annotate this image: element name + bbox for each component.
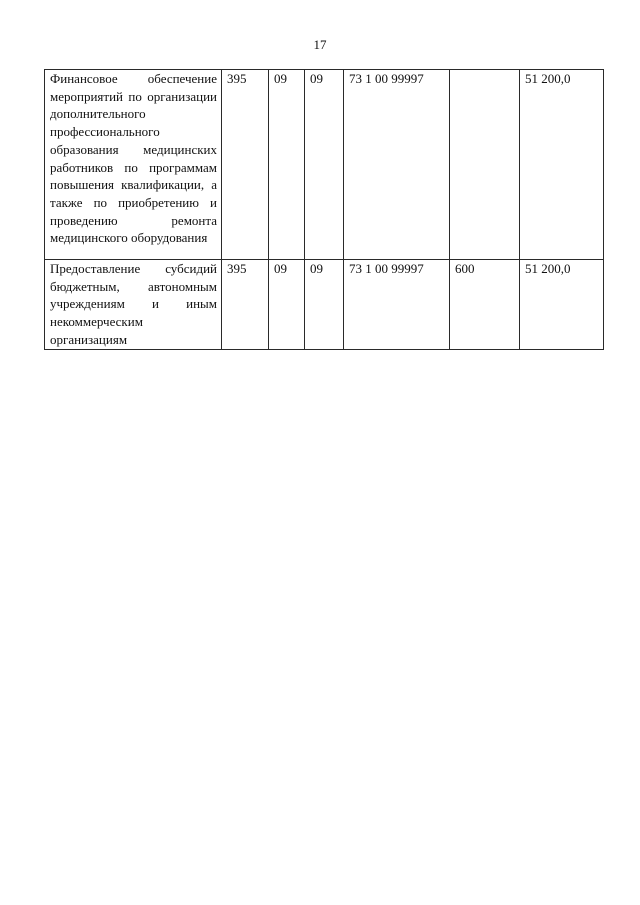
- row-description: Финансовое обеспечение мероприятий по организации дополнительного профессионального образования медицинских работников по программам повышения квалификации, а также по приобретению и проведению ремонта медицинского оборудования: [45, 70, 222, 260]
- subsection-code: 09: [305, 70, 344, 260]
- amount-value: 51 200,0: [520, 260, 604, 350]
- section-code: 09: [269, 260, 305, 350]
- subsection-code: 09: [305, 260, 344, 350]
- expense-type-code: 600: [450, 260, 520, 350]
- amount-value: 51 200,0: [520, 70, 604, 260]
- row-description: Предоставление субсидий бюджетным, автономным учреждениям и иным некоммерческим организациям: [45, 260, 222, 350]
- table-row: [45, 260, 604, 350]
- ministry-code: 395: [222, 260, 269, 350]
- page-number: 17: [313, 37, 327, 52]
- table-row: [45, 70, 604, 260]
- section-code: 09: [269, 70, 305, 260]
- expense-type-code: [450, 70, 520, 260]
- ministry-code: 395: [222, 70, 269, 260]
- target-article-code: 73 1 00 99997: [344, 70, 450, 260]
- budget-table: [44, 69, 604, 350]
- target-article-code: 73 1 00 99997: [344, 260, 450, 350]
